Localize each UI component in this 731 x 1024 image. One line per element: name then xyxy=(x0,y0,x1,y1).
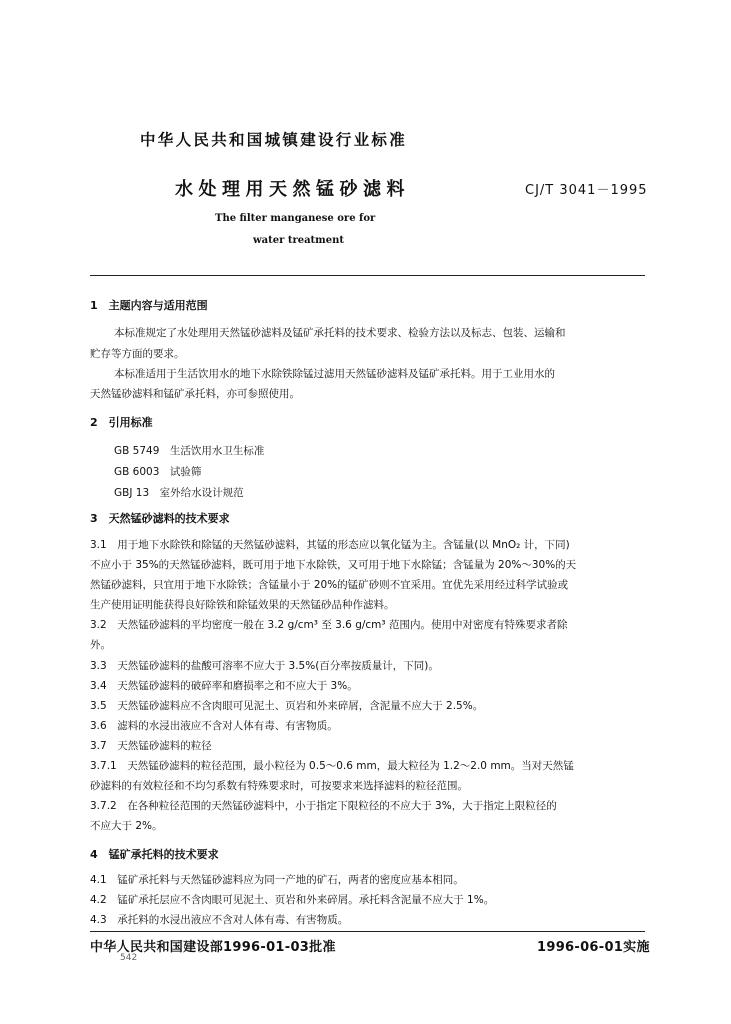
effective-date: 1996-06-01实施 xyxy=(537,940,650,955)
clause-3-1-line-1: 3.1 用于地下水除铁和除锰的天然锰砂滤料，其锰的形态应以氧化锰为主。含锰量(以 MnO₂ 计，下同) xyxy=(90,539,570,551)
document-title: 水处理用天然锰砂滤料 xyxy=(175,179,410,200)
english-title-line-2: water treatment xyxy=(253,235,345,246)
section-1-paragraph-1-line-1: 本标准规定了水处理用天然锰砂滤料及锰矿承托料的技术要求、检验方法以及标志、包装、运输和 xyxy=(114,327,566,339)
page-number: 542 xyxy=(120,953,138,963)
clause-3-2-line-2: 外。 xyxy=(90,639,111,651)
clause-4-3: 4.3 承托料的水浸出液应不含对人体有毒、有害物质。 xyxy=(90,914,349,926)
clause-3-7: 3.7 天然锰砂滤料的粒径 xyxy=(90,740,212,752)
clause-3-6: 3.6 滤料的水浸出液应不含对人体有毒、有害物质。 xyxy=(90,720,338,732)
approval-statement: 中华人民共和国建设部1996-01-03批准 xyxy=(90,940,336,955)
clause-3-2-line-1: 3.2 天然锰砂滤料的平均密度一般在 3.2 g/cm³ 至 3.6 g/cm³ 范围内。使用中对密度有特殊要求者除 xyxy=(90,619,568,631)
clause-3-7-2-line-2: 不应大于 2%。 xyxy=(90,820,163,832)
standard-type-header: 中华人民共和国城镇建设行业标准 xyxy=(140,131,408,149)
reference-item: GB 5749 生活饮用水卫生标准 xyxy=(114,445,265,457)
section-1-paragraph-1-line-2: 贮存等方面的要求。 xyxy=(90,348,185,360)
clause-3-4: 3.4 天然锰砂滤料的破碎率和磨损率之和不应大于 3%。 xyxy=(90,680,358,692)
english-title-line-1: The filter manganese ore for xyxy=(215,213,376,224)
section-3-heading: 3 天然锰砂滤料的技术要求 xyxy=(90,512,230,525)
clause-3-7-2-line-1: 3.7.2 在各种粒径范围的天然锰砂滤料中，小于指定下限粒径的不应大于 3%，大于指定上限粒径的 xyxy=(90,800,557,812)
clause-3-5: 3.5 天然锰砂滤料应不含肉眼可见泥土、页岩和外来碎屑，含泥量不应大于 2.5%。 xyxy=(90,700,484,712)
clause-3-7-1-line-2: 砂滤料的有效粒径和不均匀系数有特殊要求时，可按要求来选择滤料的粒径范围。 xyxy=(90,780,468,792)
clause-3-7-1-line-1: 3.7.1 天然锰砂滤料的粒径范围，最小粒径为 0.5～0.6 mm，最大粒径为 1.2～2.0 mm。当对天然锰 xyxy=(90,760,574,772)
clause-3-1-line-3: 然锰砂滤料，只宜用于地下水除铁；含锰量小于 20%的锰矿砂则不宜采用。宜优先采用经过科学试验或 xyxy=(90,579,569,591)
reference-item: GBJ 13 室外给水设计规范 xyxy=(114,487,244,499)
section-1-paragraph-2-line-1: 本标准适用于生活饮用水的地下水除铁除锰过滤用天然锰砂滤料及锰矿承托料。用于工业用水的 xyxy=(114,368,555,380)
section-1-paragraph-2-line-2: 天然锰砂滤料和锰矿承托料，亦可参照使用。 xyxy=(90,388,300,400)
standard-code: CJ/T 3041－1995 xyxy=(525,183,648,198)
footer-rule xyxy=(90,931,645,932)
header-rule xyxy=(90,275,645,276)
clause-3-1-line-4: 生产使用证明能获得良好除铁和除锰效果的天然锰砂品种作滤料。 xyxy=(90,599,395,611)
section-4-heading: 4 锰矿承托料的技术要求 xyxy=(90,848,219,861)
clause-3-3: 3.3 天然锰砂滤料的盐酸可溶率不应大于 3.5%(百分率按质量计，下同)。 xyxy=(90,660,439,672)
clause-4-2: 4.2 锰矿承托层应不含肉眼可见泥土、页岩和外来碎屑。承托料含泥量不应大于 1%。 xyxy=(90,894,495,906)
section-1-heading: 1 主题内容与适用范围 xyxy=(90,299,208,312)
reference-item: GB 6003 试验筛 xyxy=(114,466,202,478)
clause-3-1-line-2: 不应小于 35%的天然锰砂滤料，既可用于地下水除铁，又可用于地下水除锰；含锰量为 20%～30%的天 xyxy=(90,559,577,571)
clause-4-1: 4.1 锰矿承托料与天然锰砂滤料应为同一产地的矿石，两者的密度应基本相同。 xyxy=(90,874,464,886)
section-2-heading: 2 引用标准 xyxy=(90,416,153,429)
